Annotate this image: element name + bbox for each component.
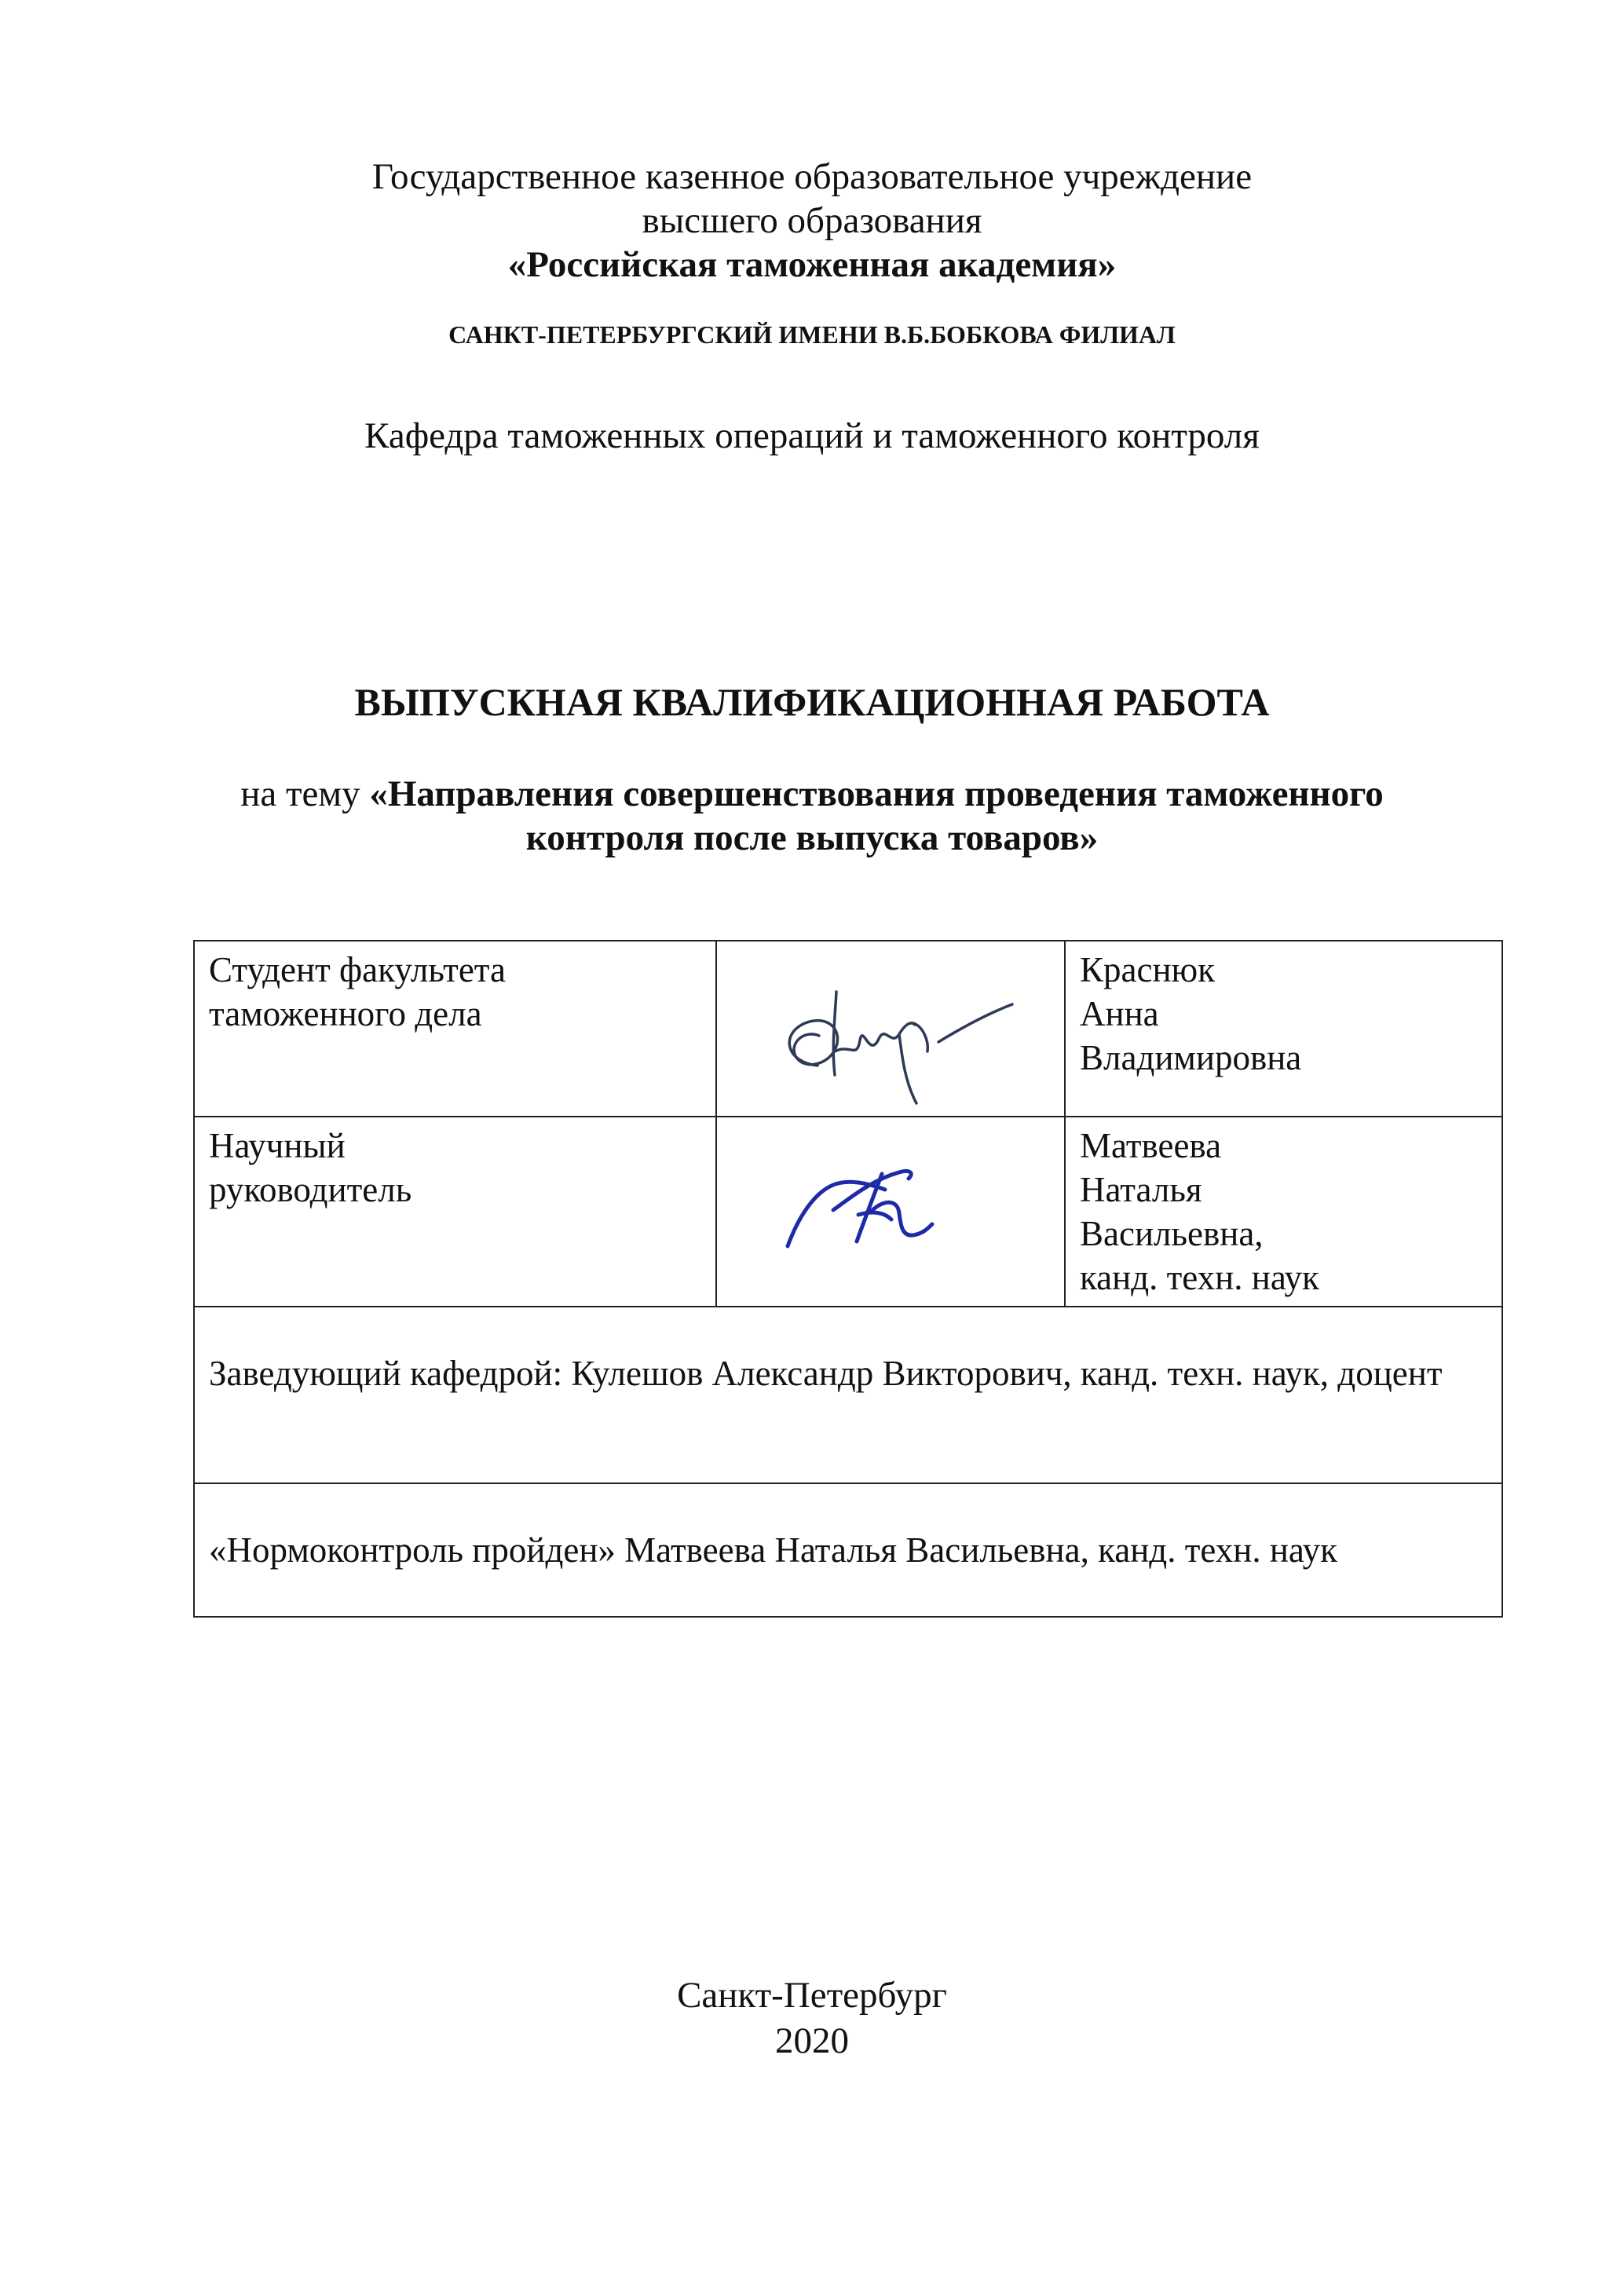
student-signature-icon xyxy=(717,941,1066,1117)
topic-title-part-2: контроля после выпуска товаров» xyxy=(525,817,1099,858)
head-of-department-row xyxy=(194,1307,1502,1483)
student-role-cell xyxy=(194,941,716,1117)
supervisor-signature-cell xyxy=(716,1117,1065,1307)
student-role: Студент факультета таможенного дела xyxy=(209,950,506,1033)
topic-title-part-1: «Направления совершенствования проведения таможенного xyxy=(369,773,1384,814)
student-signature-cell xyxy=(716,941,1065,1117)
topic-prefix: на тему xyxy=(240,773,370,814)
academy-name: «Российская таможенная академия» xyxy=(507,244,1117,285)
branch-name: САНКТ-ПЕТЕРБУРГСКИЙ ИМЕНИ В.Б.БОБКОВА ФИЛИАЛ xyxy=(448,320,1176,349)
head-of-department-text: Заведующий кафедрой: Кулешов Александр Викторович, канд. техн. наук, доцент xyxy=(209,1354,1443,1393)
head-of-department-cell xyxy=(194,1307,1502,1483)
city: Санкт-Петербург xyxy=(677,1975,947,2016)
normocontrol-row xyxy=(194,1483,1502,1617)
student-name-cell xyxy=(1065,941,1502,1117)
topic-line-1 xyxy=(0,772,1624,816)
normocontrol-cell xyxy=(194,1483,1502,1617)
student-row xyxy=(194,941,1502,1117)
normocontrol-text: «Нормоконтроль пройден» Матвеева Наталья Васильевна, канд. техн. наук xyxy=(209,1530,1337,1570)
department-name: Кафедра таможенных операций и таможенного контроля xyxy=(364,415,1260,456)
education-level: высшего образования xyxy=(642,200,982,241)
student-name: Краснюк Анна Владимировна xyxy=(1080,950,1302,1077)
signature-table xyxy=(193,940,1503,1618)
supervisor-role: Научный руководитель xyxy=(209,1126,412,1209)
supervisor-signature-icon xyxy=(717,1117,1066,1293)
supervisor-role-cell xyxy=(194,1117,716,1307)
supervisor-name-cell xyxy=(1065,1117,1502,1307)
supervisor-row xyxy=(194,1117,1502,1307)
supervisor-name: Матвеева Наталья Васильевна, канд. техн. наук xyxy=(1080,1126,1319,1297)
institution-type: Государственное казенное образовательное учреждение xyxy=(371,156,1253,197)
year: 2020 xyxy=(775,2020,849,2061)
work-type-title: ВЫПУСКНАЯ КВАЛИФИКАЦИОННАЯ РАБОТА xyxy=(354,680,1270,724)
